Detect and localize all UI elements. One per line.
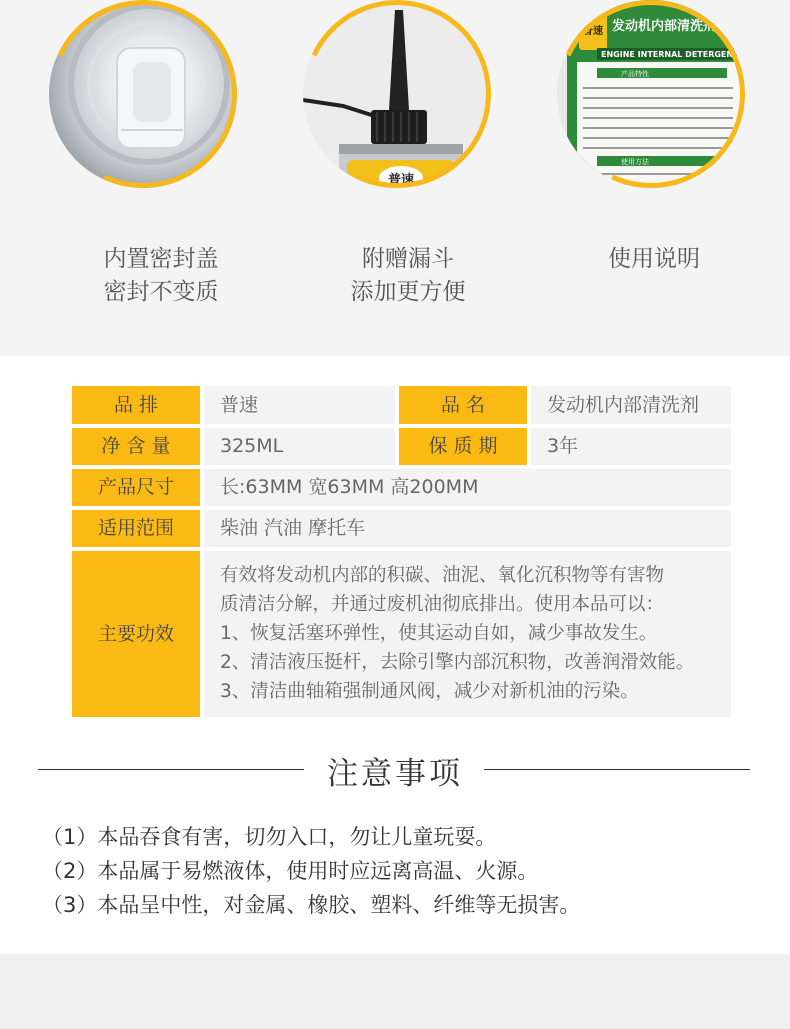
- feature-instructions-text: [539, 243, 769, 276]
- spec-row-effect: [72, 551, 731, 717]
- feature-line: 使用说明: [608, 246, 700, 272]
- name-value: 发动机内部清洗剂: [531, 386, 731, 424]
- notice-divider-right: [484, 769, 750, 770]
- brand-value: 普速: [204, 386, 395, 424]
- notice-item: （2）本品属于易燃液体，使用时应远离高温、火源。: [42, 859, 539, 883]
- label-subtitle-text: ENGINE INTERNAL DETERGENT: [601, 50, 739, 59]
- volume-value: 325ML: [204, 428, 395, 465]
- notice-item: （3）本品呈中性，对金属、橡胶、塑料、纤维等无损害。: [42, 893, 581, 917]
- name-label: 品 名: [399, 386, 527, 424]
- shelf-life-value: 3年: [531, 428, 731, 465]
- scope-value: 柴油 汽油 摩托车: [204, 510, 731, 547]
- effect-line: 质清洁分解，并通过废机油彻底排出。使用本品可以：: [220, 594, 665, 615]
- brand-label: 品 排: [72, 386, 200, 424]
- sealed-cap-photo: [49, 0, 237, 188]
- feature-line: 内置密封盖: [103, 246, 219, 272]
- feature-line: 密封不变质: [103, 279, 219, 305]
- volume-label: 净 含 量: [72, 428, 200, 465]
- funnel-photo: [303, 0, 491, 188]
- spec-row-size: [72, 469, 731, 506]
- size-label: 产品尺寸: [72, 469, 200, 506]
- effect-line: 2、清洁液压挺杆，去除引擎内部沉积物，改善润滑效能。: [220, 652, 695, 673]
- label-brand-text: 普速: [583, 26, 603, 37]
- feature-line: 附赠漏斗: [362, 246, 454, 272]
- scope-label: 适用范围: [72, 510, 200, 547]
- label-name-text: 发动机内部清洗剂: [612, 19, 717, 34]
- label-photo: [557, 0, 745, 188]
- notice-item: （1）本品吞食有害，切勿入口，勿让儿童玩耍。: [42, 825, 497, 849]
- feature-funnel-text: [293, 243, 523, 309]
- spec-row-volume: [72, 428, 731, 465]
- funnel-brand-text: 普速: [387, 173, 415, 188]
- label-section2-text: 使用方法: [621, 158, 649, 166]
- size-value: 长:63MM 宽63MM 高200MM: [204, 469, 731, 506]
- notice-title: 注意事项: [327, 756, 463, 792]
- features-section: [0, 0, 790, 356]
- effect-label: 主要功效: [72, 551, 200, 717]
- effect-line: 3、清洁曲轴箱强制通风阀，减少对新机油的污染。: [220, 681, 639, 702]
- feature-line: 添加更方便: [350, 279, 466, 305]
- spec-row-scope: [72, 510, 731, 547]
- effect-line: 有效将发动机内部的积碳、油泥、氧化沉积物等有害物: [220, 565, 665, 586]
- label-section1-text: 产品特性: [621, 70, 649, 78]
- shelf-life-label: 保 质 期: [399, 428, 527, 465]
- spec-row-brand: [72, 386, 731, 424]
- effect-line: 1、恢复活塞环弹性，使其运动自如，减少事故发生。: [220, 623, 658, 644]
- bottom-band: [0, 954, 790, 1029]
- effect-value: [204, 551, 731, 717]
- feature-sealed-cap-text: [46, 243, 276, 309]
